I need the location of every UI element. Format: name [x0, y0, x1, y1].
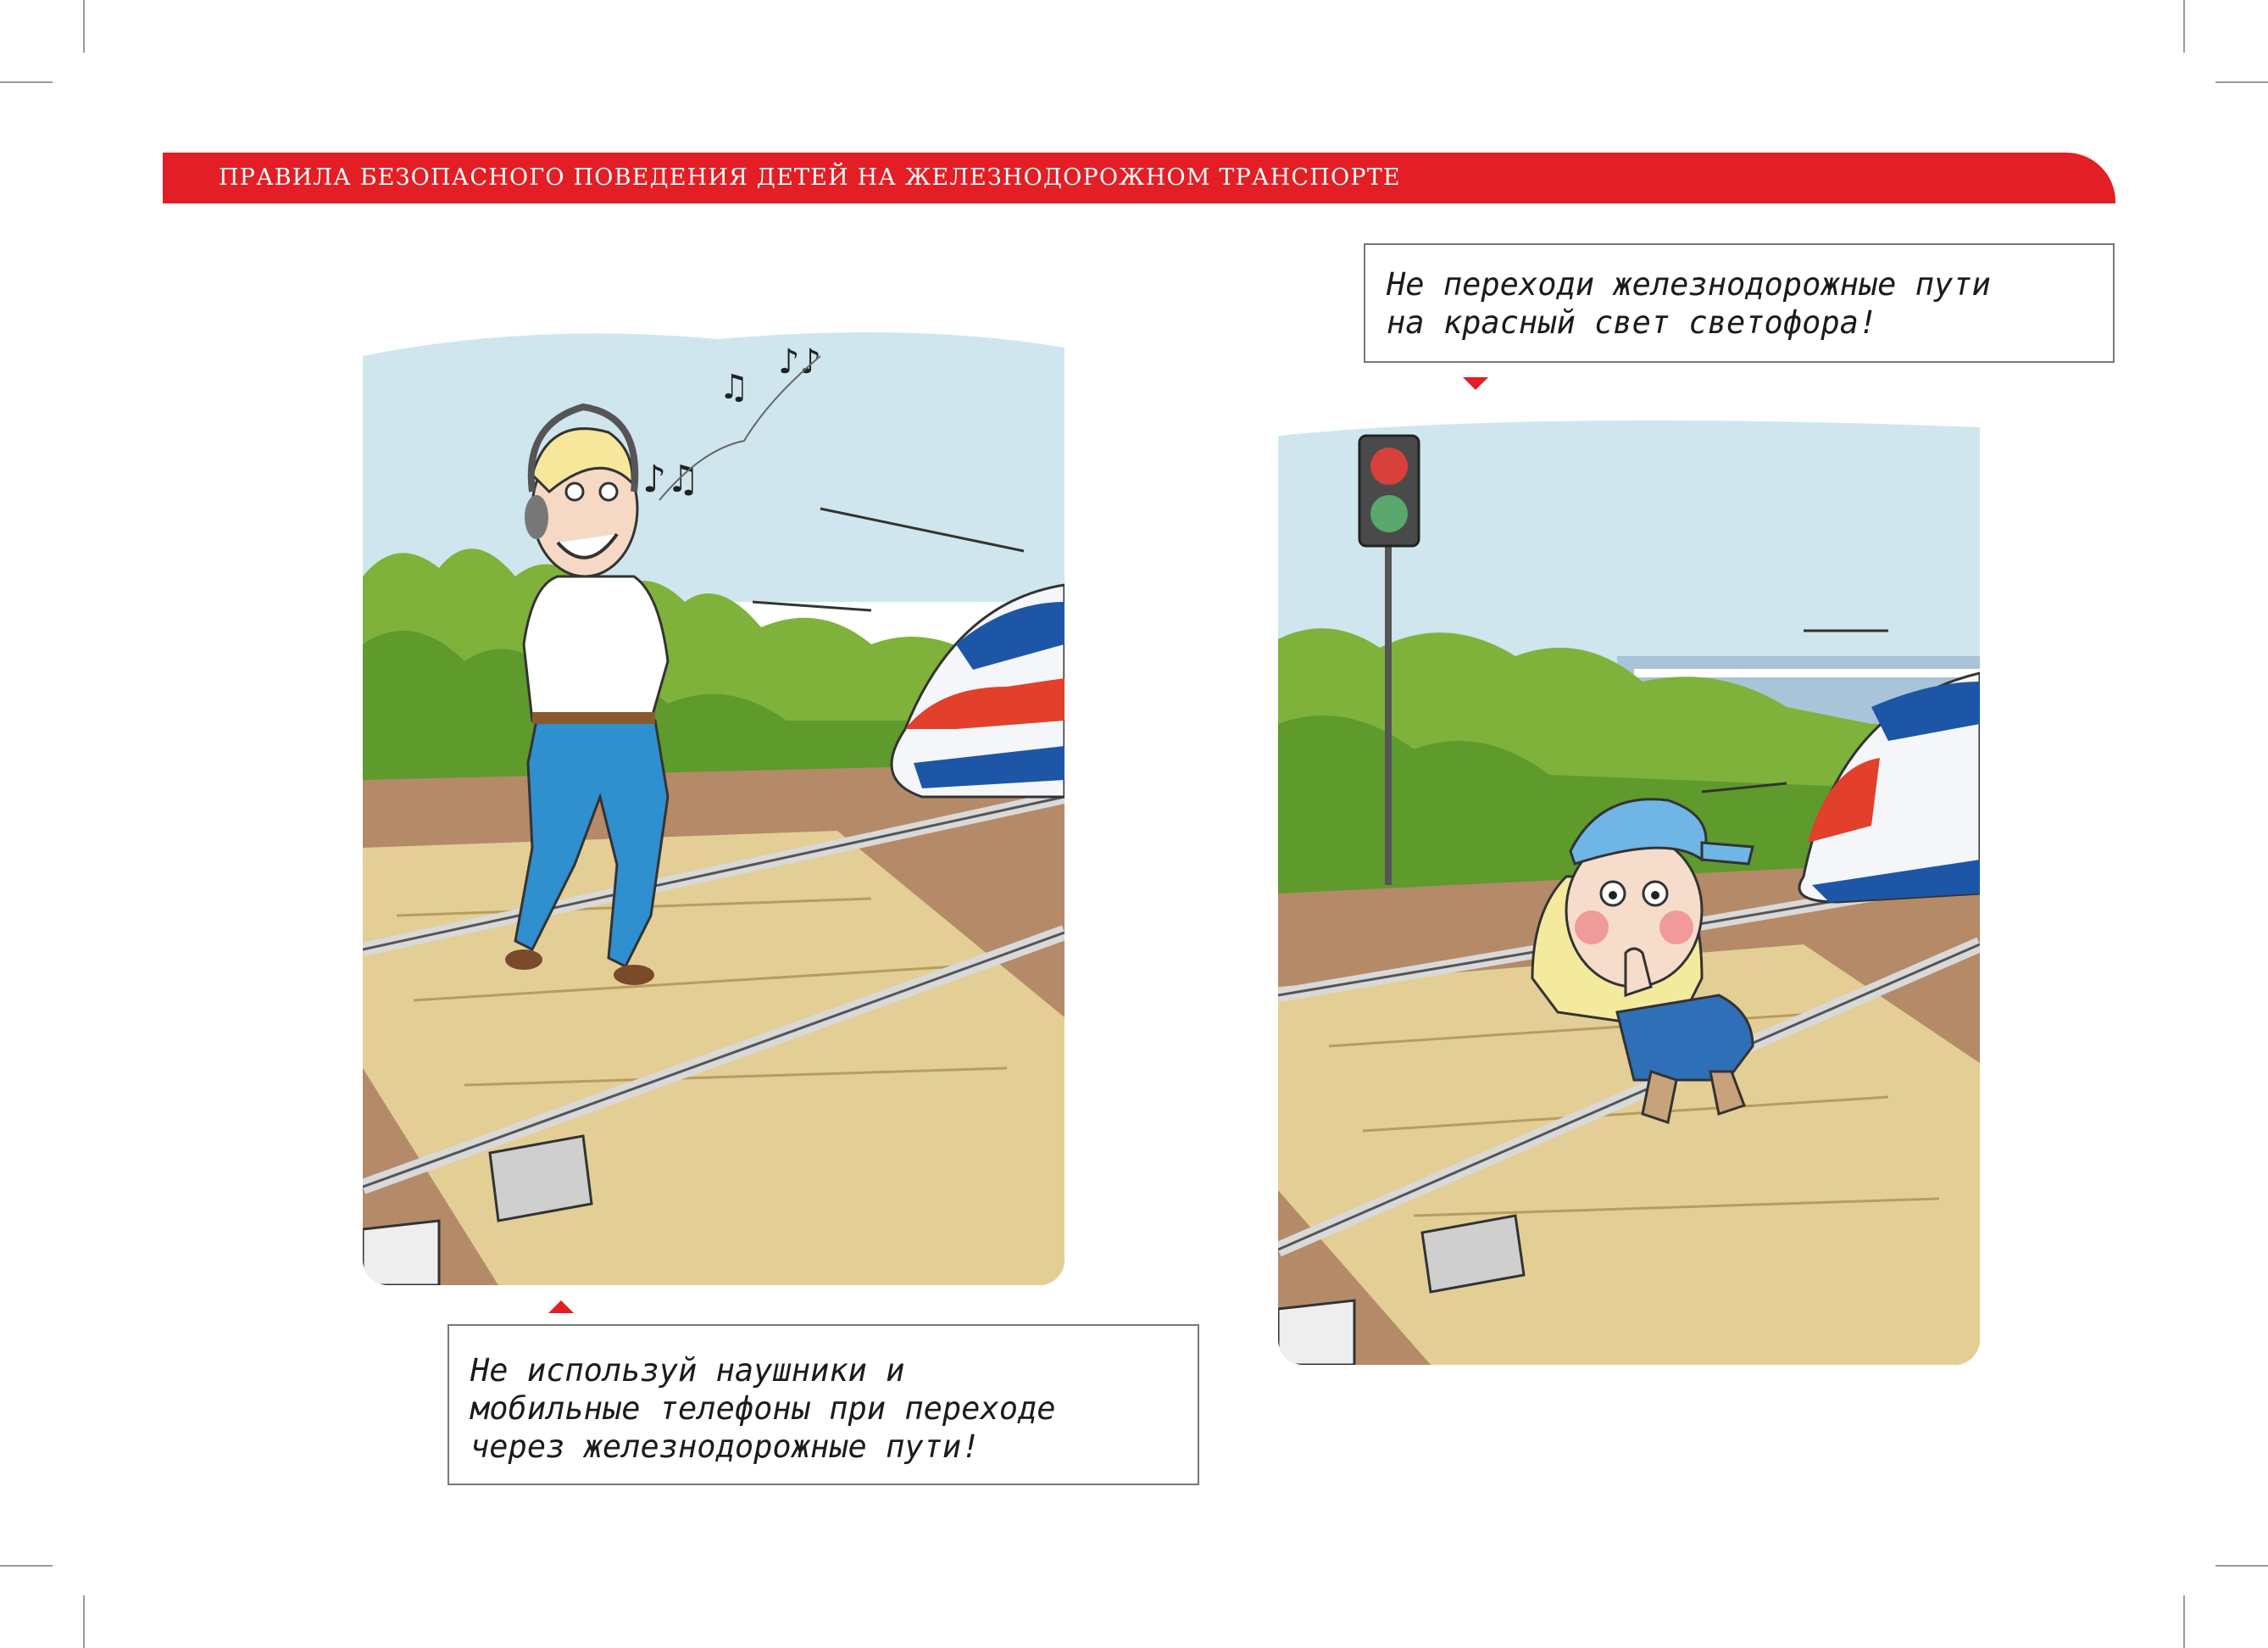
header-band	[163, 153, 2115, 203]
caption-red-light-warning	[1364, 243, 2115, 363]
caption-line: мобильные телефоны при переходе	[470, 1390, 1056, 1427]
crop-mark	[0, 1565, 53, 1567]
crop-mark	[0, 81, 53, 83]
svg-text:♪♫: ♪♫	[642, 458, 700, 501]
caption-headphones-warning	[447, 1324, 1199, 1485]
caption-line: Не переходи железнодорожные пути	[1387, 266, 1991, 303]
crop-mark	[83, 1595, 85, 1648]
header-title: ПРАВИЛА БЕЗОПАСНОГО ПОВЕДЕНИЯ ДЕТЕЙ НА ЖЕЛЕЗНОДОРОЖНОМ ТРАНСПОРТЕ	[219, 164, 1401, 191]
crop-mark	[2183, 1595, 2185, 1648]
caption-line: через железнодорожные пути!	[470, 1428, 981, 1465]
crop-mark	[83, 0, 85, 53]
svg-text:♪♪: ♪♪	[778, 342, 822, 381]
caption-line: на красный свет светофора!	[1387, 304, 1878, 341]
illustration-traffic-light-boy	[1278, 402, 1980, 1365]
illustration-headphones-teen	[363, 322, 1065, 1285]
svg-text:♫: ♫	[719, 368, 749, 407]
crop-mark	[2215, 81, 2268, 83]
crop-mark	[2183, 0, 2185, 53]
caption-pointer	[548, 1300, 574, 1313]
caption-line: Не используй наушники и	[470, 1352, 905, 1389]
caption-pointer	[1463, 377, 1488, 390]
crop-mark	[2215, 1565, 2268, 1567]
